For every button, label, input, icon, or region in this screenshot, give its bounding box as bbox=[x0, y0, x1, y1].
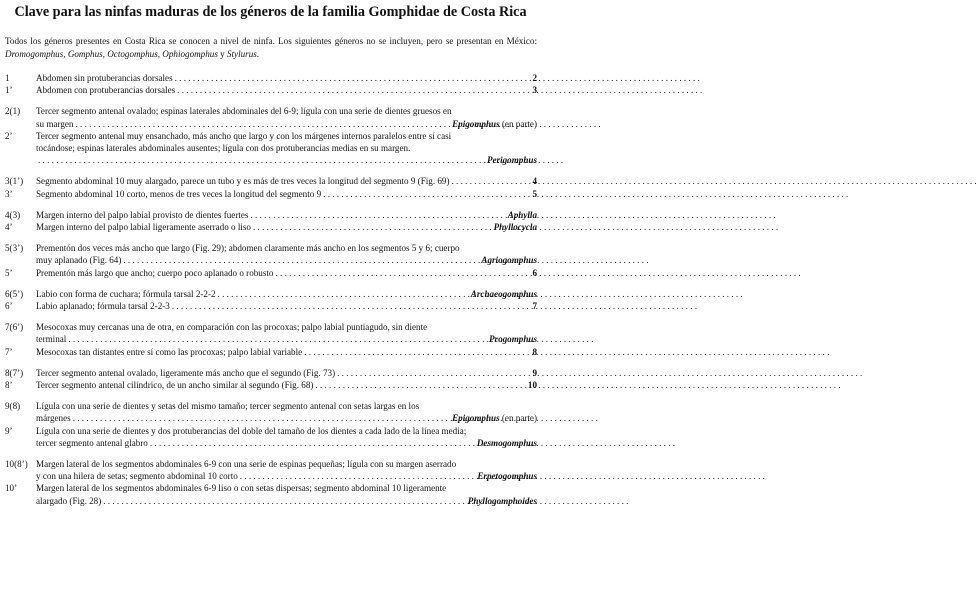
key-couplet bbox=[4, 242, 537, 279]
dot-leader bbox=[66, 333, 489, 345]
entry-number: 6(5’) bbox=[5, 288, 24, 299]
entry-result-genus bbox=[477, 470, 537, 482]
entry-result-genus bbox=[452, 412, 537, 424]
key-couplet bbox=[4, 458, 537, 507]
result-label: Epigomphus bbox=[452, 118, 500, 129]
result-label: Phyllocycla bbox=[493, 222, 537, 233]
entry-final-line bbox=[36, 84, 537, 96]
entry-text-line: tocándose; espinas laterales abdominales ausentes; lígula con dos protuberancias medias en su margen. bbox=[36, 143, 411, 154]
dot-leader bbox=[248, 209, 507, 221]
entry-result-genus bbox=[487, 154, 537, 166]
entry-final-line bbox=[36, 188, 537, 200]
key-couplet bbox=[4, 72, 537, 96]
key-entry bbox=[4, 288, 537, 300]
entry-final-line bbox=[36, 470, 537, 482]
key-entry bbox=[4, 209, 537, 221]
entry-result-genus bbox=[471, 288, 537, 300]
dot-leader bbox=[321, 188, 532, 200]
result-label: 2 bbox=[532, 73, 537, 83]
entry-text: Margen interno del palpo labial ligeramente aserrado o liso bbox=[36, 222, 251, 233]
entry-final-line bbox=[36, 333, 537, 345]
dot-leader bbox=[238, 470, 478, 482]
entry-text-line: Mesocoxas muy cercanas una de otra, en comparación con las procoxas; palpo labial puntiagudo, sin diente bbox=[36, 322, 428, 333]
intro-last-genus: Stylurus bbox=[226, 48, 257, 59]
entry-final-line bbox=[36, 118, 537, 130]
result-label: 7 bbox=[532, 301, 537, 312]
entry-text: su margen bbox=[36, 118, 74, 129]
key-entry bbox=[4, 321, 537, 345]
dot-leader bbox=[216, 288, 471, 300]
result-label: Epigomphus bbox=[452, 413, 500, 424]
dot-leader bbox=[101, 495, 468, 507]
result-label: Archaeogomphus bbox=[470, 288, 537, 299]
result-label: 9 bbox=[532, 367, 537, 378]
dot-leader bbox=[121, 254, 481, 266]
entry-number: 7(6’) bbox=[5, 322, 24, 333]
dot-leader bbox=[170, 300, 533, 312]
key-couplet bbox=[4, 321, 537, 358]
key-entry bbox=[4, 379, 537, 391]
entry-number: 4’ bbox=[5, 222, 13, 233]
key-entry bbox=[4, 188, 537, 200]
key-entries bbox=[4, 72, 537, 507]
entry-result-step bbox=[532, 84, 537, 96]
intro-paragraph bbox=[5, 35, 537, 60]
dot-leader bbox=[148, 437, 477, 449]
result-label: Desmogomphus bbox=[476, 437, 537, 448]
entry-text: Abdomen sin protuberancias dorsales bbox=[36, 73, 173, 83]
key-entry bbox=[4, 267, 537, 279]
key-couplet bbox=[4, 400, 537, 449]
entry-number: 8’ bbox=[5, 380, 13, 391]
key-entry bbox=[4, 458, 537, 482]
dot-leader bbox=[175, 84, 532, 96]
entry-final-line bbox=[36, 254, 537, 266]
result-note: (en parte) bbox=[499, 118, 537, 129]
result-label: 4 bbox=[532, 176, 537, 187]
key-entry bbox=[4, 84, 537, 96]
key-entry bbox=[4, 105, 537, 129]
entry-result-step bbox=[532, 367, 537, 379]
key-couplet bbox=[4, 105, 537, 166]
entry-result-step bbox=[532, 188, 537, 200]
entry-result-genus bbox=[508, 209, 537, 221]
result-label: Perigomphus bbox=[486, 155, 537, 166]
entry-result-step bbox=[532, 267, 537, 279]
entry-result-genus bbox=[477, 437, 537, 449]
key-couplet bbox=[4, 209, 537, 233]
entry-number: 1 bbox=[5, 73, 10, 83]
key-couplet bbox=[4, 288, 537, 312]
result-label: Agriogomphus bbox=[481, 255, 537, 266]
result-label: Erpetogomphus bbox=[477, 471, 537, 482]
entry-text: Labio aplanado; fórmula tarsal 2-2-3 bbox=[36, 301, 170, 312]
entry-number: 10(8’) bbox=[5, 459, 28, 470]
dot-leader bbox=[450, 175, 533, 187]
entry-text: Prementón más largo que ancho; cuerpo poco aplanado o robusto bbox=[36, 267, 274, 278]
entry-result-genus bbox=[489, 333, 537, 345]
entry-final-line bbox=[36, 346, 537, 358]
document-page bbox=[0, 3, 541, 590]
entry-text: Labio con forma de cuchara; fórmula tarsal 2-2-2 bbox=[36, 288, 216, 299]
result-label: 10 bbox=[527, 380, 537, 391]
entry-number: 2’ bbox=[5, 130, 13, 141]
key-entry bbox=[4, 300, 537, 312]
entry-number: 2(1) bbox=[5, 106, 21, 117]
intro-genera: Dromogomphus, Gomphus, Octogomphus, Ophiogomphus bbox=[5, 48, 218, 59]
entry-text-line: Tercer segmento antenal muy ensanchado, más ancho que largo y con los márgenes internos paralelos entre sí casi bbox=[36, 130, 452, 141]
dot-leader bbox=[273, 267, 532, 279]
result-label: 3 bbox=[532, 85, 537, 96]
entry-final-line bbox=[36, 288, 537, 300]
entry-result-step bbox=[528, 379, 537, 391]
entry-final-line bbox=[36, 267, 537, 279]
entry-number: 8(7’) bbox=[5, 367, 24, 378]
key-entry bbox=[4, 425, 537, 449]
intro-text: Todos los géneros presentes en Costa Rica se conocen a nivel de ninfa. Los siguientes géneros no se incluyen, pero se presentan en México: bbox=[5, 36, 537, 46]
entry-text: Margen interno del palpo labial provisto de dientes fuertes bbox=[36, 209, 249, 220]
dot-leader bbox=[173, 72, 533, 84]
key-entry bbox=[4, 482, 537, 506]
key-entry bbox=[4, 242, 537, 266]
entry-text-line: Margen lateral de los segmentos abdominales 6-9 con una serie de espinas pequeñas; lígula con su margen aserrado bbox=[36, 459, 457, 470]
entry-number: 5’ bbox=[5, 267, 13, 278]
entry-text: Tercer segmento antenal ovalado, ligeramente más ancho que el segundo (Fig. 73) bbox=[36, 367, 336, 378]
key-entry bbox=[4, 72, 537, 84]
entry-text: márgenes bbox=[36, 413, 71, 424]
entry-text: tercer segmento antenal glabro bbox=[36, 437, 148, 448]
entry-result-genus bbox=[494, 221, 537, 233]
entry-number: 10’ bbox=[5, 483, 18, 494]
entry-final-line bbox=[36, 209, 537, 221]
entry-text-line: Lígula con una serie de dientes y dos protuberancias del doble del tamaño de los dientes a cada lado de la línea media; bbox=[36, 425, 467, 436]
entry-text-line: Margen lateral de los segmentos abdominales 6-9 liso o con setas dispersas; segmento abdominal 10 ligeramente bbox=[36, 483, 447, 494]
key-entry bbox=[4, 130, 537, 167]
entry-result-step bbox=[532, 72, 537, 84]
entry-result-genus bbox=[452, 118, 537, 130]
dot-leader bbox=[335, 367, 532, 379]
entry-number: 1’ bbox=[5, 85, 13, 96]
entry-final-line bbox=[36, 379, 537, 391]
intro-end: . bbox=[256, 48, 260, 59]
key-couplet bbox=[4, 367, 537, 391]
entry-number: 3’ bbox=[5, 188, 13, 199]
entry-final-line bbox=[36, 495, 537, 507]
entry-final-line bbox=[36, 437, 537, 449]
key-entry bbox=[4, 400, 537, 424]
dot-leader bbox=[251, 221, 494, 233]
entry-text: Abdomen con protuberancias dorsales bbox=[36, 85, 176, 96]
entry-text: Mesocoxas tan distantes entre sí como las procoxas; palpo labial variable bbox=[36, 346, 303, 357]
entry-text: Segmento abdominal 10 corto, menos de tres veces la longitud del segmento 9 bbox=[36, 188, 322, 199]
entry-final-line bbox=[36, 72, 537, 84]
entry-result-step bbox=[532, 175, 537, 187]
key-entry bbox=[4, 367, 537, 379]
result-label: 6 bbox=[532, 267, 537, 278]
entry-final-line bbox=[36, 300, 537, 312]
entry-result-step bbox=[532, 346, 537, 358]
entry-result-step bbox=[532, 300, 537, 312]
result-label: Phyllogomphoides bbox=[467, 495, 537, 506]
entry-result-genus bbox=[468, 495, 537, 507]
key-entry bbox=[4, 346, 537, 358]
entry-final-line bbox=[36, 367, 537, 379]
dot-leader bbox=[313, 379, 528, 391]
result-label: 8 bbox=[532, 346, 537, 357]
entry-text: Segmento abdominal 10 muy alargado, parece un tubo y es más de tres veces la longitud del segmento 9 (Fig. 69) bbox=[36, 176, 450, 187]
entry-number: 9(8) bbox=[5, 401, 21, 412]
entry-number: 7’ bbox=[5, 346, 13, 357]
dot-leader bbox=[73, 118, 452, 130]
entry-text: terminal bbox=[36, 334, 67, 345]
entry-final-line bbox=[36, 175, 537, 187]
entry-final-line bbox=[36, 221, 537, 233]
key-couplet bbox=[4, 175, 537, 199]
entry-number: 9’ bbox=[5, 425, 13, 436]
result-label: Progomphus bbox=[488, 334, 537, 345]
dot-leader bbox=[71, 412, 452, 424]
result-label: Aphylla bbox=[507, 209, 537, 220]
entry-text: alargado (Fig. 28) bbox=[36, 495, 102, 506]
dot-leader bbox=[302, 346, 532, 358]
entry-text: Tercer segmento antenal cilíndrico, de un ancho similar al segundo (Fig. 68) bbox=[36, 380, 314, 391]
entry-number: 6’ bbox=[5, 301, 13, 312]
entry-final-line bbox=[36, 154, 537, 166]
result-note: (en parte) bbox=[499, 413, 537, 424]
entry-text-line: Prementón dos veces más ancho que largo (Fig. 29); abdomen claramente más ancho en los segmentos 5 y 6; cuerpo bbox=[36, 243, 460, 254]
entry-final-line bbox=[36, 412, 537, 424]
intro-and: y bbox=[217, 48, 227, 59]
entry-text: muy aplanado (Fig. 64) bbox=[36, 255, 122, 266]
result-label: 5 bbox=[532, 188, 537, 199]
document-title: Clave para las ninfas maduras de los géneros de la familia Gomphidae de Costa Rica bbox=[14, 4, 527, 20]
entry-number: 5(3’) bbox=[5, 243, 24, 254]
entry-number: 3(1’) bbox=[5, 176, 24, 187]
entry-text-line: Lígula con una serie de dientes y setas del mismo tamaño; tercer segmento antenal con setas largas en los bbox=[36, 401, 420, 412]
entry-result-genus bbox=[481, 254, 537, 266]
key-entry bbox=[4, 221, 537, 233]
key-entry bbox=[4, 175, 537, 187]
dot-leader bbox=[36, 154, 487, 166]
entry-text: y con una hilera de setas; segmento abdominal 10 corto bbox=[36, 471, 238, 482]
entry-number: 4(3) bbox=[5, 209, 21, 220]
entry-text-line: Tercer segmento antenal ovalado; espinas laterales abdominales del 6-9; lígula con una serie de dientes gruesos en bbox=[36, 106, 452, 117]
